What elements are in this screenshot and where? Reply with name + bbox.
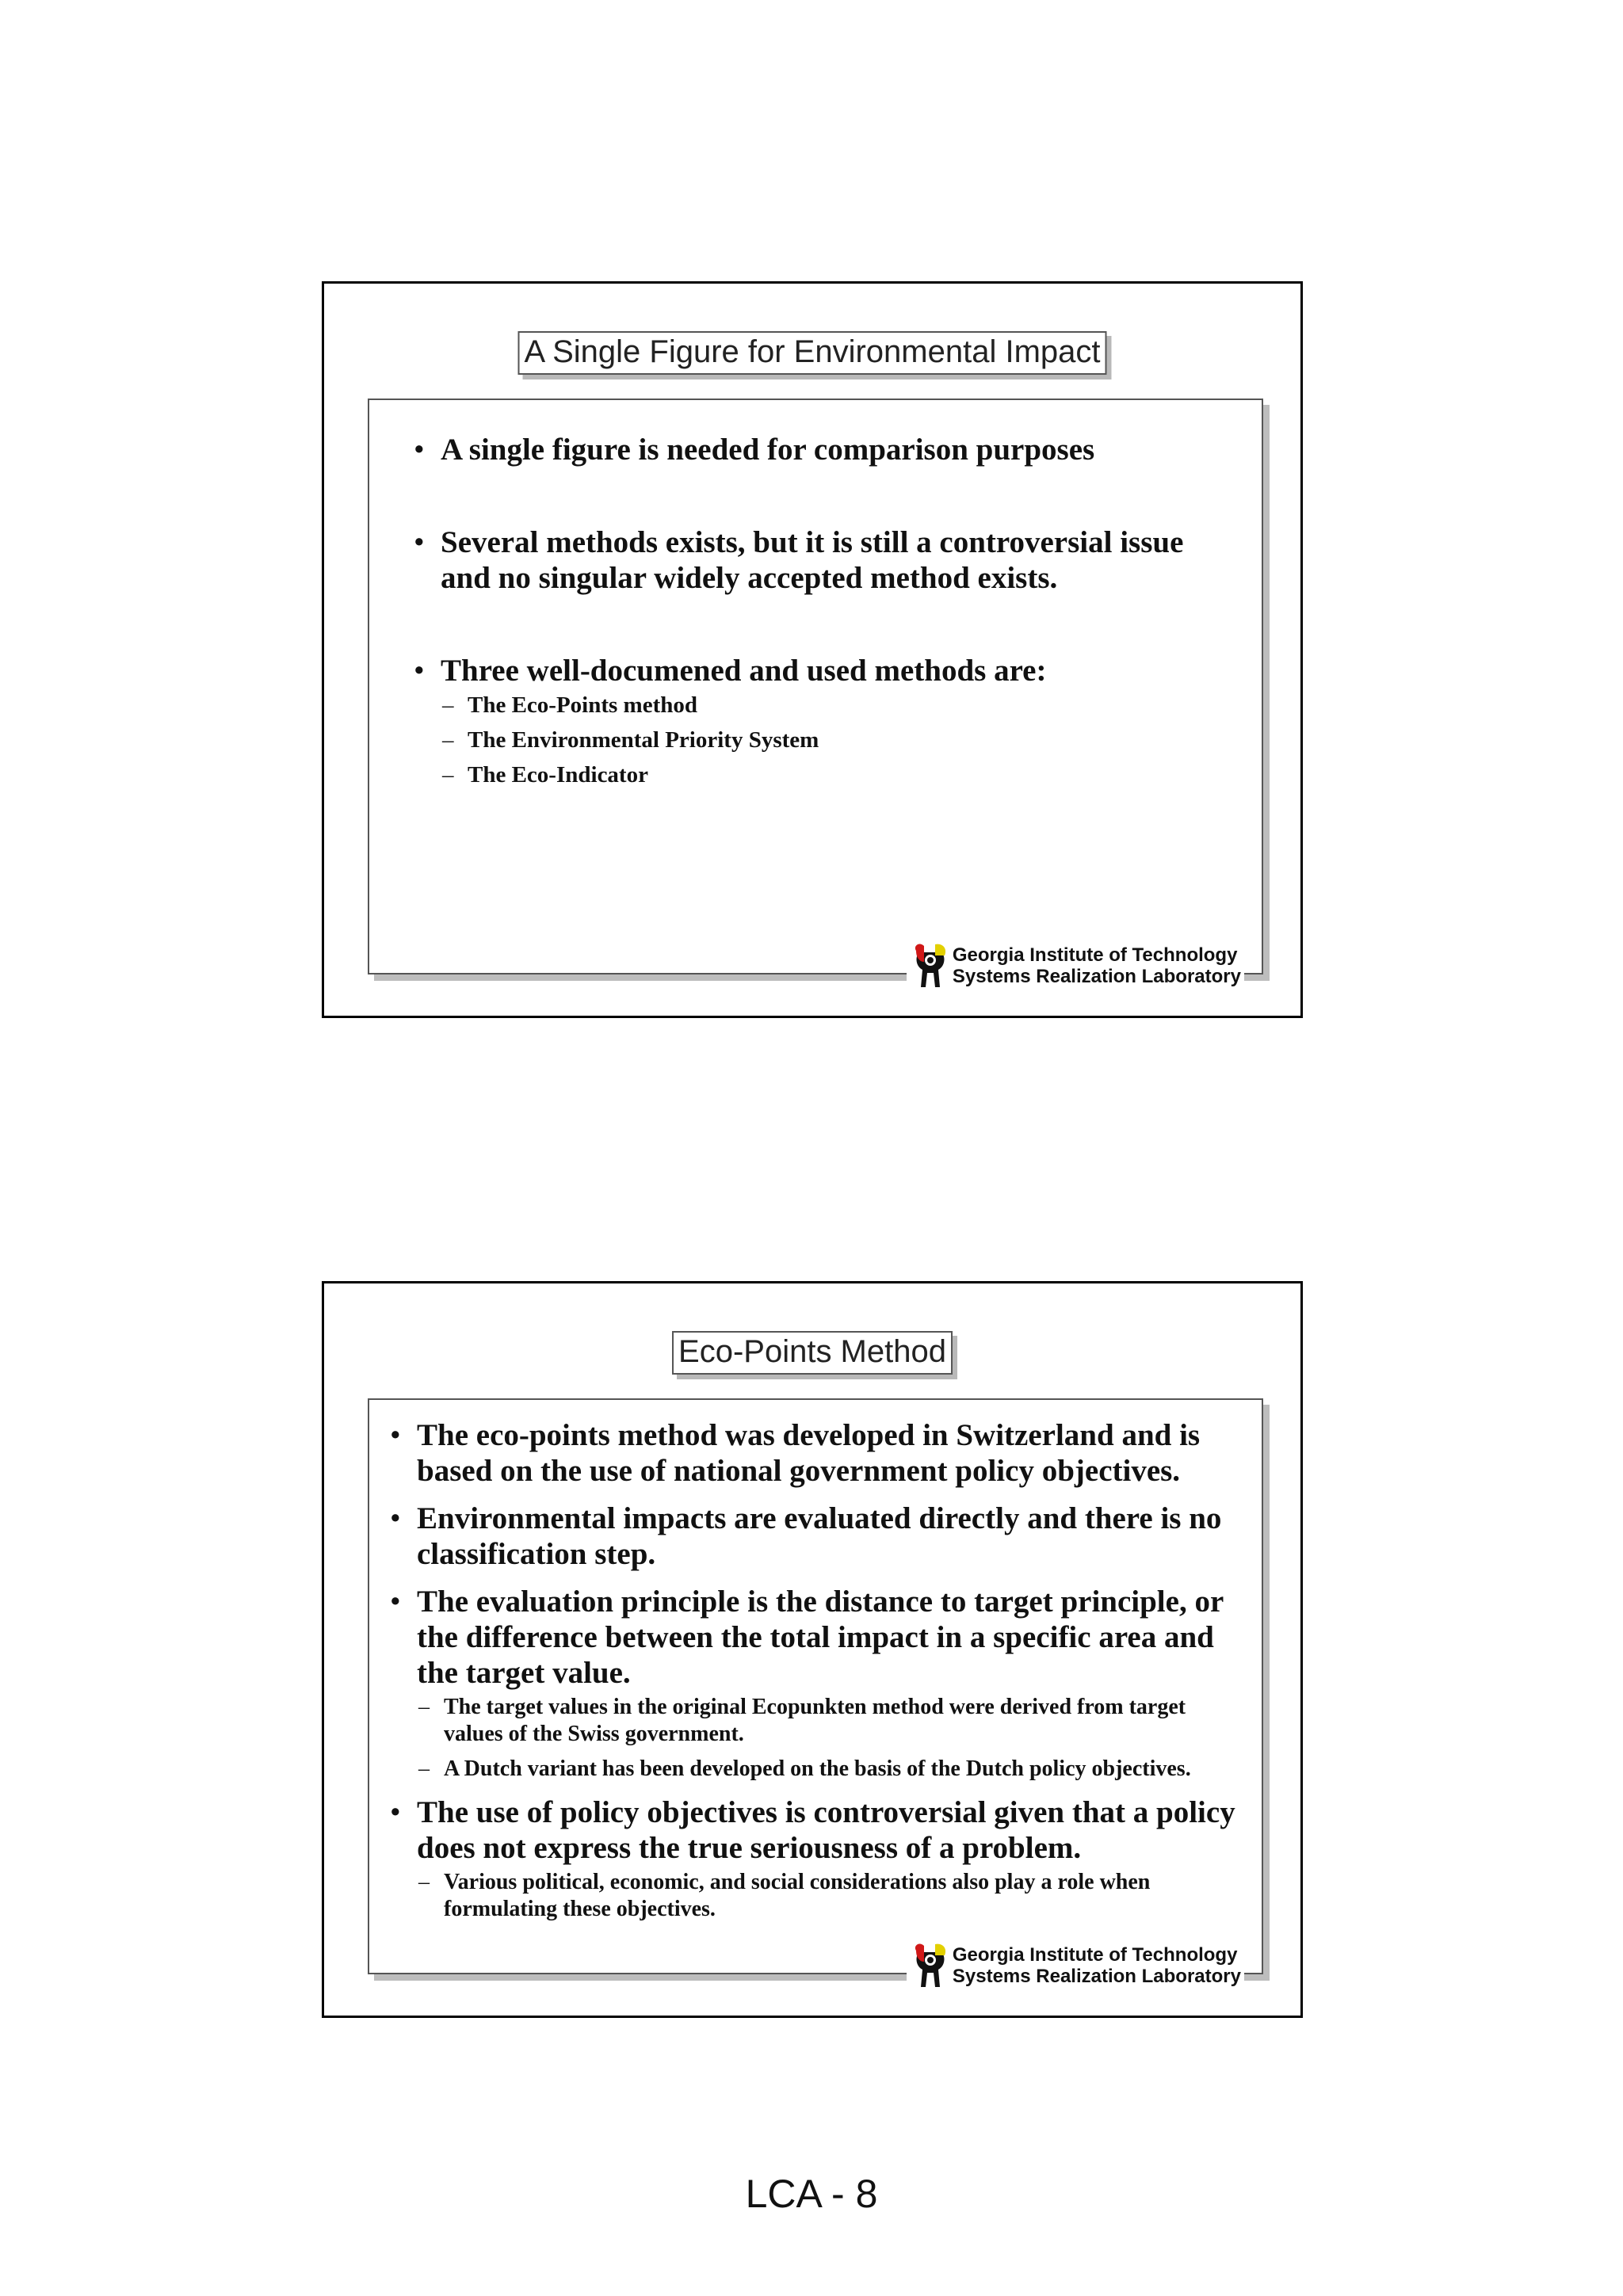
sub-bullet-text: The target values in the original Ecopunkten method were derived from target values of the Swiss government. xyxy=(444,1695,1186,1746)
sub-bullet-list xyxy=(441,692,1217,789)
sub-bullet-dash: – xyxy=(442,692,454,718)
sub-bullet-item xyxy=(441,692,1217,719)
sub-bullet-item xyxy=(417,1869,1241,1923)
bullet-text: The evaluation principle is the distance to target principle, or the difference between the total impact in a specific area and the target value. xyxy=(417,1585,1224,1690)
sub-bullet-list xyxy=(417,1869,1241,1923)
institution-logo xyxy=(907,941,1244,990)
page-number: LCA - 8 xyxy=(745,2172,878,2216)
sub-bullet-dash: – xyxy=(442,762,454,788)
bullet-item xyxy=(409,432,1217,467)
bullet-dot: • xyxy=(414,525,425,559)
sub-bullet-dash: – xyxy=(418,1870,430,1894)
sub-bullet-item xyxy=(441,761,1217,789)
bullet-text: The use of policy objectives is controversial given that a policy does not express the true seriousness of a problem. xyxy=(417,1795,1235,1865)
slide-1 xyxy=(322,281,1303,1018)
bullet-dot: • xyxy=(390,1501,401,1535)
bullet-text: Several methods exists, but it is still a controversial issue and no singular widely accepted method exists. xyxy=(441,525,1184,595)
sub-bullet-dash: – xyxy=(418,1756,430,1781)
sub-bullet-text: The Eco-Indicator xyxy=(468,762,648,788)
bullet-text: The eco-points method was developed in Switzerland and is based on the use of national government policy objectives. xyxy=(417,1418,1201,1488)
bullet-dot: • xyxy=(390,1585,401,1619)
bullet-text: A single figure is needed for comparison purposes xyxy=(441,433,1095,467)
georgia-tech-logo-icon xyxy=(911,941,949,990)
sub-bullet-text: The Environmental Priority System xyxy=(468,727,819,753)
bullet-dot: • xyxy=(414,433,425,467)
institution-logo xyxy=(907,1941,1244,1990)
bullet-item xyxy=(385,1584,1241,1783)
bullet-list xyxy=(385,1417,1241,1935)
logo-line-2: Systems Realization Laboratory xyxy=(952,966,1241,987)
bullet-dot: • xyxy=(390,1795,401,1829)
sub-bullet-item xyxy=(441,727,1217,754)
bullet-text: Three well-documened and used methods are: xyxy=(441,654,1047,688)
logo-line-2: Systems Realization Laboratory xyxy=(952,1966,1241,1987)
bullet-item xyxy=(385,1794,1241,1923)
bullet-item xyxy=(409,653,1217,789)
bullet-list xyxy=(409,432,1217,796)
bullet-dot: • xyxy=(414,654,425,688)
slide-title: Eco-Points Method xyxy=(672,1331,953,1375)
sub-bullet-item xyxy=(417,1756,1241,1783)
bullet-item xyxy=(385,1417,1241,1489)
slide-content xyxy=(368,1398,1263,1987)
sub-bullet-dash: – xyxy=(442,727,454,753)
sub-bullet-text: Various political, economic, and social considerations also play a role when formulating these objectives. xyxy=(444,1870,1151,1921)
logo-line-1: Georgia Institute of Technology xyxy=(952,944,1238,966)
logo-line-1: Georgia Institute of Technology xyxy=(952,1944,1238,1966)
bullet-item xyxy=(409,524,1217,596)
bullet-text: Environmental impacts are evaluated directly and there is no classification step. xyxy=(417,1501,1222,1571)
bullet-item xyxy=(385,1501,1241,1572)
slide-2 xyxy=(322,1281,1303,2018)
georgia-tech-logo-icon xyxy=(911,1941,949,1990)
sub-bullet-text: The Eco-Points method xyxy=(468,692,697,718)
sub-bullet-dash: – xyxy=(418,1695,430,1719)
sub-bullet-text: A Dutch variant has been developed on the basis of the Dutch policy objectives. xyxy=(444,1756,1191,1781)
slide-content xyxy=(368,399,1263,987)
slide-title: A Single Figure for Environmental Impact xyxy=(517,331,1106,375)
sub-bullet-list xyxy=(417,1694,1241,1783)
bullet-dot: • xyxy=(390,1418,401,1452)
sub-bullet-item xyxy=(417,1694,1241,1748)
